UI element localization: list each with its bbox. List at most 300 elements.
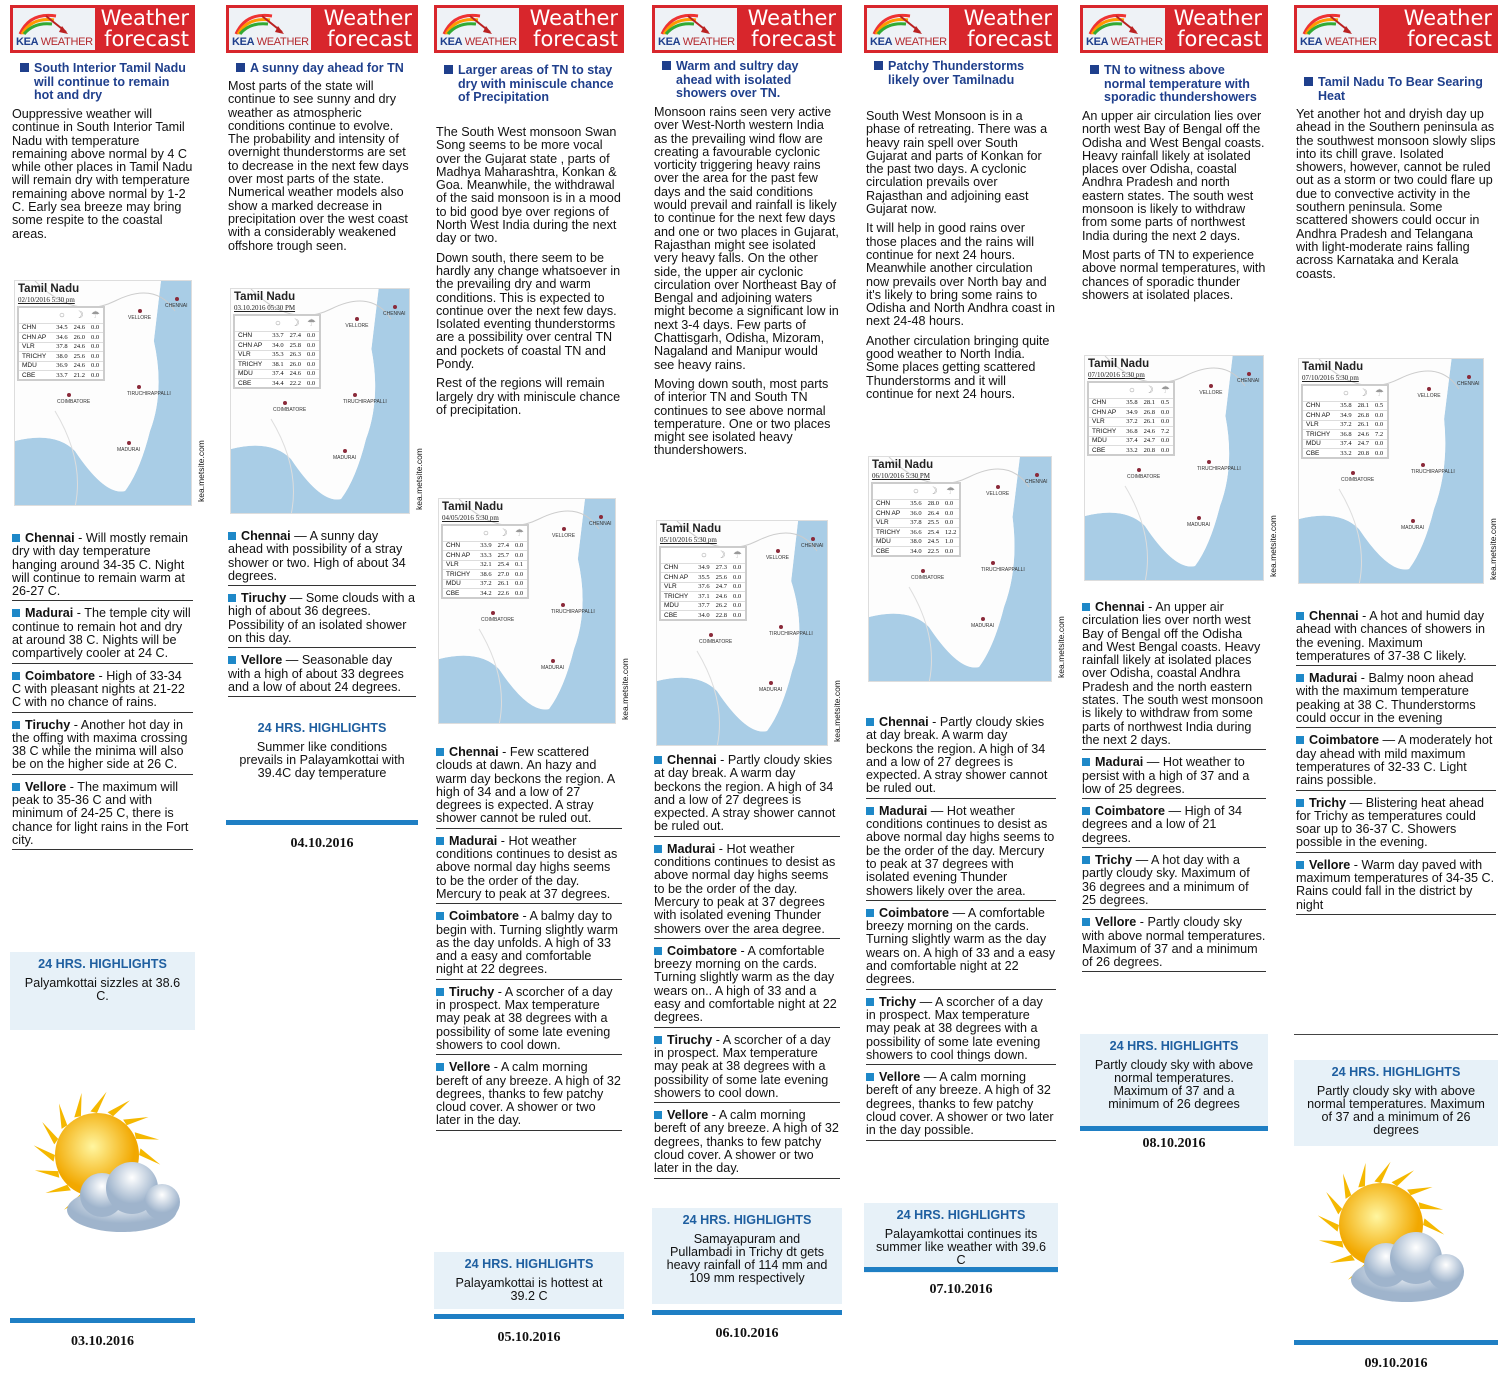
bullet-icon bbox=[654, 756, 662, 764]
rainfall: 0.5 bbox=[1158, 398, 1174, 408]
sun-icon: ○ bbox=[1337, 385, 1354, 401]
city-text: High of 33-34 C with pleasant nights at 21-22 C with no chance of rains. bbox=[12, 668, 185, 710]
temperature-table bbox=[441, 524, 529, 599]
article-paragraph: Another circulation bringing quite good weather to North India. Some places getting scattered Thunderstorms and it will continue for next 24 hours. bbox=[866, 333, 1050, 401]
station-code: CHN bbox=[234, 331, 269, 341]
city-text: Blistering heat ahead for Trichy as temperatures could soar up to 36-37 C. Showers possible in the evening. bbox=[1296, 795, 1485, 850]
bullet-icon bbox=[866, 807, 874, 815]
article-body bbox=[436, 126, 622, 423]
sun-icon: ○ bbox=[269, 315, 286, 331]
tamil-nadu-map bbox=[230, 288, 410, 514]
table-row bbox=[872, 499, 960, 509]
max-temp: 34.0 bbox=[907, 547, 924, 557]
city-text: A balmy day to begin with. Turning slightly warm as the day unfolds. A high of 33 and a easy and comfortable night at 22 degrees. bbox=[436, 909, 618, 977]
min-temp: 24.6 bbox=[71, 361, 88, 371]
map-city-label: COIMBATORE bbox=[699, 639, 733, 645]
masthead-title-line2: forecast bbox=[104, 27, 189, 51]
bullet-icon bbox=[436, 748, 444, 756]
map-city-label: TIRUCHIRAPPALLI bbox=[769, 631, 813, 637]
highlights-title: 24 HRS. HIGHLIGHTS bbox=[1331, 1065, 1461, 1079]
min-temp: 28.1 bbox=[1141, 398, 1158, 408]
station-code: MDU bbox=[1302, 439, 1337, 449]
min-temp: 26.1 bbox=[495, 579, 512, 589]
bullet-icon bbox=[654, 1111, 662, 1119]
masthead bbox=[434, 5, 624, 53]
max-temp: 34.0 bbox=[695, 611, 712, 621]
min-temp: 24.6 bbox=[1141, 427, 1158, 437]
rainfall: 7.2 bbox=[1372, 430, 1388, 440]
station-code: CHN AP bbox=[660, 573, 695, 583]
map-city-label: COIMBATORE bbox=[273, 407, 307, 413]
city-name: Trichy bbox=[1095, 853, 1133, 868]
city-name: Chennai bbox=[1095, 600, 1145, 614]
city-name: Coimbatore bbox=[449, 909, 519, 924]
sun-icon: ○ bbox=[53, 307, 70, 323]
city-text: Another hot day in the offing with maxima crossing 38 C while the minima will also be on the higher side at 26 C. bbox=[12, 717, 188, 772]
separator: - bbox=[1350, 857, 1362, 872]
min-temp: 24.6 bbox=[1355, 430, 1372, 440]
bullet-icon bbox=[12, 783, 20, 791]
masthead-title bbox=[949, 8, 1055, 50]
headline bbox=[18, 62, 191, 103]
headline-bullet-icon bbox=[874, 61, 883, 70]
table-header-row bbox=[234, 315, 320, 331]
city-forecast-item bbox=[1082, 756, 1266, 799]
max-temp: 37.8 bbox=[53, 342, 70, 352]
headline-text: Warm and sultry day ahead with isolated showers over TN. bbox=[676, 59, 799, 100]
city-forecast-item bbox=[1296, 797, 1496, 853]
rain-cloud-icon: ☂ bbox=[1372, 385, 1388, 401]
city-name: Tiruchy bbox=[667, 1032, 713, 1047]
min-temp: 20.8 bbox=[1355, 449, 1372, 459]
max-temp: 33.7 bbox=[269, 331, 286, 341]
city-forecast-item bbox=[12, 607, 193, 663]
highlights-title: 24 HRS. HIGHLIGHTS bbox=[1109, 1039, 1239, 1053]
temperature-table bbox=[1301, 384, 1389, 459]
logo-text: KEA WEATHER bbox=[1086, 36, 1163, 48]
separator: - bbox=[708, 1108, 719, 1123]
max-temp: 33.3 bbox=[477, 551, 494, 561]
moon-icon: ☽ bbox=[925, 483, 942, 499]
rainfall: 0.0 bbox=[512, 551, 528, 561]
masthead-title-line2: forecast bbox=[751, 27, 836, 51]
bullet-icon bbox=[12, 609, 20, 617]
site-watermark: kea.metsite.com bbox=[620, 658, 630, 720]
table-row bbox=[234, 369, 320, 379]
max-temp: 32.1 bbox=[477, 560, 494, 570]
city-forecast-item bbox=[436, 910, 622, 979]
headline-text: Tamil Nadu To Bear Searing Heat bbox=[1318, 75, 1483, 103]
separator: — bbox=[1378, 733, 1398, 748]
rainfall: 0.0 bbox=[1372, 420, 1388, 430]
highlights-box bbox=[10, 952, 195, 1030]
map-city-label: VELLORE bbox=[1417, 393, 1441, 399]
bullet-icon bbox=[436, 837, 444, 845]
divider bbox=[864, 1267, 1058, 1272]
city-name: Coimbatore bbox=[667, 943, 737, 958]
map-city-label: MADURAI bbox=[971, 623, 995, 629]
max-temp: 33.7 bbox=[53, 371, 70, 381]
article-paragraph: Monsoon rains seen very active over West-North western India as the prevailing wind flow are creating a favourable cyclonic vorticity triggering heavy rains over the area for the past few days and the said conditions would prevail and rainfall is likely to continue for the next few days and one or two places in Gujarat, Rajasthan might see isolated very heavy falls. On the other side, the upper air cyclonic circulation over Northeast Bay of Bengal and adjoining waters might become a significant low in next 3-4 days. Few parts of Chattisgarh, Odisha, Mizoram, Nagaland and Manipur would see heavy rains. bbox=[654, 105, 839, 372]
max-temp: 35.5 bbox=[695, 573, 712, 583]
city-text: An upper air circulation lies over north west Bay of Bengal off the Odisha and West Bengal coasts. Heavy rainfall likely at isolated places over Odisha, coastal Andhra Pradesh and the north eastern states. The south west monsoon is likely to withdraw from some parts of northwest India during the next 2 days. bbox=[1082, 600, 1264, 747]
city-forecast-item bbox=[1296, 610, 1496, 666]
rainfall: 0.0 bbox=[512, 589, 528, 599]
sun-cloud-icon bbox=[1306, 1160, 1476, 1325]
forecast-column bbox=[10, 0, 206, 1380]
station-code: TRICHY bbox=[660, 592, 695, 602]
headline bbox=[660, 60, 838, 101]
rainfall: 0.0 bbox=[1158, 417, 1174, 427]
station-code: TRICHY bbox=[1088, 427, 1123, 437]
station-code: CHN AP bbox=[1088, 408, 1123, 418]
rainfall: 0.0 bbox=[1372, 449, 1388, 459]
city-name: Vellore bbox=[449, 1060, 491, 1075]
article-paragraph: Most parts of the state will continue to see sunny and dry weather as atmospheric conditions continue to evolve. The probability and intensity of overnight thunderstorms are set to decrease in the next few days over most parts of the state. Numerical weather models also show a marked decrease in precipitation over the west coast with a considerably weakened offshore trough seen. bbox=[228, 79, 409, 253]
map-city-label: VELLORE bbox=[986, 491, 1010, 497]
map-city-label: MADURAI bbox=[759, 687, 783, 693]
city-forecast-item bbox=[654, 1109, 840, 1178]
station-code: CBE bbox=[442, 589, 477, 599]
map-city-label: VELLORE bbox=[1199, 390, 1223, 396]
separator: — bbox=[948, 905, 968, 920]
max-temp: 34.0 bbox=[269, 341, 286, 351]
rainfall: 0.1 bbox=[512, 560, 528, 570]
max-temp: 35.8 bbox=[1123, 398, 1140, 408]
map-city-dot bbox=[1247, 372, 1251, 376]
bullet-icon bbox=[1296, 736, 1304, 744]
city-name: Vellore bbox=[667, 1108, 709, 1123]
station-code: CBE bbox=[1088, 446, 1123, 456]
rainfall: 0.0 bbox=[304, 331, 320, 341]
rainfall: 0.0 bbox=[88, 371, 104, 381]
max-temp: 33.9 bbox=[477, 541, 494, 551]
station-code: VLR bbox=[872, 518, 907, 528]
city-forecast-item bbox=[436, 835, 622, 904]
table-row bbox=[442, 579, 528, 589]
max-temp: 37.2 bbox=[1123, 417, 1140, 427]
bullet-icon bbox=[436, 912, 444, 920]
masthead bbox=[864, 5, 1058, 53]
table-row bbox=[1088, 427, 1174, 437]
separator: - bbox=[1357, 671, 1369, 686]
divider bbox=[226, 820, 418, 825]
map-city-dot bbox=[1197, 516, 1201, 520]
rainfall: 0.0 bbox=[730, 573, 746, 583]
bullet-icon bbox=[1296, 799, 1304, 807]
min-temp: 26.2 bbox=[713, 601, 730, 611]
map-city-dot bbox=[1467, 375, 1471, 379]
rain-cloud-icon: ☂ bbox=[1158, 382, 1174, 398]
map-city-label: MADURAI bbox=[1187, 522, 1211, 528]
bullet-icon bbox=[866, 998, 874, 1006]
table-row bbox=[234, 331, 320, 341]
divider bbox=[1080, 1126, 1268, 1131]
headline-bullet-icon bbox=[236, 63, 245, 72]
city-forecast-item bbox=[228, 654, 416, 697]
max-temp: 34.4 bbox=[269, 379, 286, 389]
table-row bbox=[660, 563, 746, 573]
station-code: CHN bbox=[442, 541, 477, 551]
article-paragraph: Yet another hot and dryish day up ahead in the Southern peninsula as the southwest monsoon slowly slips into its chill grave. Isolated showers, however, cannot be ruled out as a storm or two could flare up due to convective activity in the southern peninsula. Some scattered showers could occur in Andhra Pradesh and Telangana with light-moderate rains falling across Karnataka and Kerala coasts. bbox=[1296, 107, 1496, 281]
separator: - bbox=[94, 668, 107, 683]
masthead bbox=[226, 5, 418, 53]
max-temp: 36.0 bbox=[907, 509, 924, 519]
min-temp: 25.6 bbox=[713, 573, 730, 583]
rainfall: 0.0 bbox=[730, 592, 746, 602]
map-city-dot bbox=[127, 441, 131, 445]
city-forecast-item bbox=[12, 532, 193, 601]
station-code: CHN bbox=[1302, 401, 1337, 411]
rainfall: 0.0 bbox=[512, 570, 528, 580]
max-temp: 37.2 bbox=[1337, 420, 1354, 430]
article-paragraph: An upper air circulation lies over north west Bay of Bengal off the Odisha and West Bengal coasts. Heavy rainfall likely at isolated places over Odisha, coastal Andhra Pradesh and north eastern states. The south west monsoon is likely to withdraw from some parts of northwest India during the next 2 days. bbox=[1082, 109, 1265, 243]
map-date: 07/10/2016 5:30 pm bbox=[1302, 374, 1359, 382]
forecast-column bbox=[864, 0, 1066, 1380]
map-title: Tamil Nadu bbox=[660, 523, 722, 535]
map-city-label: CHENNAI bbox=[1025, 479, 1048, 485]
map-title: Tamil Nadu bbox=[1302, 361, 1364, 373]
map-title: Tamil Nadu bbox=[1088, 358, 1150, 370]
highlights-box bbox=[226, 716, 418, 806]
city-name: Chennai bbox=[1309, 609, 1359, 623]
min-temp: 25.6 bbox=[71, 352, 88, 362]
tamil-nadu-map bbox=[1298, 358, 1484, 584]
map-city-label: VELLORE bbox=[765, 555, 790, 561]
min-temp: 26.3 bbox=[287, 350, 304, 360]
divider bbox=[10, 1318, 195, 1323]
table-row bbox=[234, 379, 320, 389]
max-temp: 37.1 bbox=[695, 592, 712, 602]
highlights-title: 24 HRS. HIGHLIGHTS bbox=[682, 1213, 812, 1227]
map-city-label: CHENNAI bbox=[801, 543, 824, 549]
max-temp: 35.6 bbox=[907, 499, 924, 509]
sun-icon: ○ bbox=[695, 547, 712, 563]
bullet-icon bbox=[228, 656, 236, 664]
separator: - bbox=[498, 745, 510, 759]
city-text: The temple city will continue to remain hot and dry at around 38 C. Nights will be compartively cooler at 24 C. bbox=[12, 606, 191, 661]
min-temp: 26.8 bbox=[1355, 411, 1372, 421]
highlights-box bbox=[864, 1203, 1058, 1273]
min-temp: 27.0 bbox=[495, 570, 512, 580]
bullet-icon bbox=[1296, 674, 1304, 682]
table-row bbox=[442, 551, 528, 561]
headline bbox=[1302, 76, 1494, 103]
map-city-dot bbox=[1137, 468, 1141, 472]
city-forecast-item bbox=[654, 945, 840, 1028]
min-temp: 24.6 bbox=[713, 592, 730, 602]
table-row bbox=[660, 592, 746, 602]
table-row bbox=[18, 342, 104, 352]
table-row bbox=[1088, 408, 1174, 418]
city-forecasts bbox=[12, 532, 193, 856]
table-row bbox=[1302, 411, 1388, 421]
bullet-icon bbox=[228, 594, 236, 602]
rainfall: 0.5 bbox=[1372, 401, 1388, 411]
table-row bbox=[660, 601, 746, 611]
station-code: VLR bbox=[18, 342, 53, 352]
map-city-dot bbox=[343, 449, 347, 453]
article-body bbox=[866, 110, 1056, 407]
city-text: Seasonable day with a high of about 33 degrees and a low of about 24 degrees. bbox=[228, 653, 404, 694]
city-name: Vellore bbox=[241, 653, 283, 668]
bullet-icon bbox=[654, 947, 662, 955]
map-city-label: COIMBATORE bbox=[481, 617, 515, 623]
max-temp: 34.9 bbox=[1337, 411, 1354, 421]
min-temp: 25.5 bbox=[925, 518, 942, 528]
city-forecast-item bbox=[654, 843, 840, 939]
highlights-box bbox=[1294, 1060, 1498, 1146]
table-row bbox=[872, 509, 960, 519]
table-row bbox=[1088, 446, 1174, 456]
rainfall: 0.0 bbox=[304, 360, 320, 370]
rainfall: 0.0 bbox=[88, 361, 104, 371]
city-forecast-item bbox=[1082, 854, 1266, 910]
bullet-icon bbox=[436, 988, 444, 996]
station-code: MDU bbox=[234, 369, 269, 379]
headline bbox=[234, 62, 414, 76]
city-name: Chennai bbox=[879, 715, 929, 729]
headline-bullet-icon bbox=[444, 65, 453, 74]
table-header-row bbox=[442, 525, 528, 541]
map-city-label: COIMBATORE bbox=[57, 399, 91, 405]
sun-icon: ○ bbox=[907, 483, 924, 499]
rain-cloud-icon: ☂ bbox=[512, 525, 528, 541]
tamil-nadu-map bbox=[438, 498, 616, 724]
masthead-title-line1: Weather bbox=[963, 6, 1052, 30]
rainfall: 0.0 bbox=[512, 579, 528, 589]
city-text: A hot and humid day ahead with chances of showers in the evening. Maximum temperatures of 37-38 C likely. bbox=[1296, 609, 1486, 663]
city-text: A calm morning bereft of any breeze. A high of 32 degrees, thanks to few patchy cloud cover. A shower or two later in the day possible. bbox=[866, 1070, 1054, 1138]
masthead-title-line2: forecast bbox=[967, 27, 1052, 51]
masthead-title-line2: forecast bbox=[327, 27, 412, 51]
city-name: Vellore bbox=[1095, 915, 1137, 930]
separator: - bbox=[736, 943, 748, 958]
highlights-text: Palayamkottai continues its summer like weather with 39.6 C bbox=[875, 1227, 1047, 1267]
table-row bbox=[18, 371, 104, 381]
separator: - bbox=[70, 717, 81, 732]
separator: - bbox=[1144, 600, 1156, 614]
min-temp: 22.8 bbox=[713, 611, 730, 621]
masthead bbox=[1080, 5, 1268, 53]
map-city-label: COIMBATORE bbox=[1341, 477, 1375, 483]
separator: - bbox=[716, 753, 728, 767]
separator: — bbox=[282, 653, 302, 668]
min-temp: 25.4 bbox=[925, 528, 942, 538]
station-code: TRICHY bbox=[442, 570, 477, 580]
rain-cloud-icon: ☂ bbox=[942, 483, 960, 499]
max-temp: 36.8 bbox=[1337, 430, 1354, 440]
city-forecast-item bbox=[654, 1034, 840, 1103]
separator: — bbox=[1164, 804, 1185, 819]
bullet-icon bbox=[436, 1063, 444, 1071]
bullet-icon bbox=[654, 1036, 662, 1044]
min-temp: 28.0 bbox=[925, 499, 942, 509]
highlights-box bbox=[652, 1208, 842, 1304]
map-city-label: CHENNAI bbox=[165, 303, 188, 309]
map-city-label: CHENNAI bbox=[383, 311, 406, 317]
divider bbox=[434, 1314, 624, 1319]
masthead-title bbox=[1379, 8, 1495, 50]
max-temp: 34.9 bbox=[1123, 408, 1140, 418]
max-temp: 36.8 bbox=[1123, 427, 1140, 437]
map-city-dot bbox=[353, 393, 357, 397]
map-city-dot bbox=[811, 537, 815, 541]
temperature-table bbox=[1087, 381, 1175, 456]
temperature-table bbox=[233, 314, 321, 389]
masthead-title-line1: Weather bbox=[1403, 6, 1492, 30]
station-code: CHN AP bbox=[442, 551, 477, 561]
table-row bbox=[1088, 417, 1174, 427]
city-text: A moderately hot day ahead with mild maximum temperatures of 32-33 C. Light rains possible. bbox=[1296, 733, 1493, 788]
table-corner bbox=[872, 483, 907, 499]
map-city-label: MADURAI bbox=[333, 455, 357, 461]
article-paragraph: South West Monsoon is in a phase of retreating. There was a heavy rain spell over South Gujarat and parts of Konkan for the past two days. A cyclonic circulation prevails over Rajasthan and adjoining east Gujarat now. bbox=[866, 109, 1048, 217]
map-city-dot bbox=[491, 611, 495, 615]
masthead bbox=[652, 5, 842, 53]
city-text: A scorcher of a day in prospect. Max temperature may peak at 38 degrees with a possibility of some late evening showers to cool things down. bbox=[866, 994, 1043, 1062]
city-text: A comfortable breezy morning on the cards. Turning slightly warm as the day wears on. A high of 33 and a easy and comfortable night at 22 degrees. bbox=[866, 905, 1056, 987]
city-forecast-item bbox=[866, 907, 1056, 990]
map-city-label: TIRUCHIRAPPALLI bbox=[981, 567, 1025, 573]
table-row bbox=[660, 582, 746, 592]
rainfall: 0.0 bbox=[730, 601, 746, 611]
divider bbox=[652, 1310, 842, 1315]
city-text: Will mostly remain dry with day temperature hanging around 34-35 C. Night will continue to remain warm at 26-27 C. bbox=[12, 531, 189, 599]
edition-date: 05.10.2016 bbox=[497, 1330, 561, 1345]
city-forecast-item bbox=[12, 781, 193, 850]
station-code: CHN bbox=[1088, 398, 1123, 408]
map-title: Tamil Nadu bbox=[234, 291, 296, 303]
highlights-text: Partly cloudy sky with above normal temperatures. Maximum of 37 and a minimum of 26 degrees bbox=[1307, 1084, 1485, 1137]
city-forecast-item bbox=[866, 1071, 1056, 1140]
masthead bbox=[1294, 5, 1498, 53]
rainfall: 0.0 bbox=[512, 541, 528, 551]
max-temp: 37.4 bbox=[269, 369, 286, 379]
rainfall: 0.0 bbox=[304, 341, 320, 351]
min-temp: 22.2 bbox=[287, 379, 304, 389]
station-code: CHN bbox=[872, 499, 907, 509]
map-title: Tamil Nadu bbox=[872, 459, 934, 471]
sun-cloud-icon bbox=[22, 1090, 192, 1255]
min-temp: 26.1 bbox=[1355, 420, 1372, 430]
map-city-dot bbox=[283, 401, 287, 405]
city-name: Coimbatore bbox=[1095, 804, 1165, 819]
bullet-icon bbox=[1082, 758, 1090, 766]
map-city-dot bbox=[1035, 473, 1039, 477]
station-code: CHN AP bbox=[234, 341, 269, 351]
table-row bbox=[18, 333, 104, 343]
temperature-table bbox=[871, 482, 961, 557]
masthead-title-line1: Weather bbox=[1173, 6, 1262, 30]
headline-bullet-icon bbox=[1090, 65, 1099, 74]
rainfall: 0.0 bbox=[1158, 436, 1174, 446]
map-city-label: VELLORE bbox=[128, 315, 152, 321]
separator: - bbox=[494, 984, 505, 999]
rain-cloud-icon: ☂ bbox=[730, 547, 746, 563]
station-code: MDU bbox=[442, 579, 477, 589]
city-text: Balmy noon ahead with the maximum temperature peaking at 38 C. Thunderstorms could occur in the evening bbox=[1296, 671, 1476, 726]
headline-bullet-icon bbox=[662, 61, 671, 70]
table-row bbox=[18, 352, 104, 362]
separator: - bbox=[1358, 609, 1370, 623]
rainfall: 0.0 bbox=[730, 582, 746, 592]
rain-cloud-icon: ☂ bbox=[88, 307, 104, 323]
forecast-column bbox=[1080, 0, 1278, 1380]
headline-text: South Interior Tamil Nadu will continue to remain hot and dry bbox=[34, 61, 186, 102]
bullet-icon bbox=[654, 845, 662, 853]
headline-text: A sunny day ahead for TN bbox=[250, 61, 404, 75]
